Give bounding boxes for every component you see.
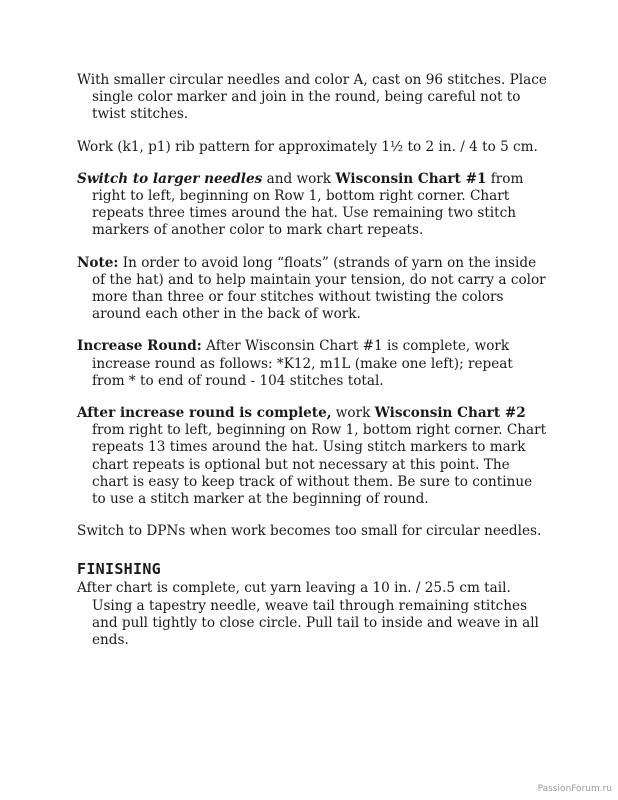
finishing-paragraph: After chart is complete, cut yarn leaving a 10 in. / 25.5 cm tail. Using a tapestry needle, weave tail through remaining stitches and pull tightly to close circle. Pull tail to inside and weave in all ends. [77,580,539,649]
document-page [77,72,549,664]
increase-round-paragraph [77,338,549,390]
chart-1-rest: from right to left, beginning on Row 1, bottom right corner. Chart repeats three times around the hat. Use remaining two stitch markers of another color to mark chart repeats. [92,170,524,239]
increase-round-lead: Increase Round: [77,338,202,355]
cast-on-paragraph: With smaller circular needles and color A, cast on 96 stitches. Place single color marker and join in the round, being careful not to twist stitches. [77,72,547,123]
chart-1-mid: and work [262,170,336,187]
watermark-text: PassionForum.ru [537,784,612,794]
chart-1-name: Wisconsin Chart #1 [335,170,487,187]
chart-2-mid: work [331,405,375,422]
finishing-heading: FINISHING [77,560,161,579]
chart-2-paragraph [77,405,549,508]
note-rest: In order to avoid long “floats” (strands of yarn on the inside of the hat) and to help maintain your tension, do not carry a color more than three or four stitches without twisting the colors around each other in the back of work. [92,254,546,323]
after-increase-lead: After increase round is complete, [77,405,332,422]
rib-pattern-paragraph: Work (k1, p1) rib pattern for approximately 1½ to 2 in. / 4 to 5 cm. [77,138,538,155]
increase-round-rest: After Wisconsin Chart #1 is complete, work increase round as follows: *K12, m1L (make one left); repeat from * to end of round - 104 stitches total. [92,338,513,389]
dpn-paragraph: Switch to DPNs when work becomes too small for circular needles. [77,523,542,540]
switch-needles-lead: Switch to larger needles [77,170,263,187]
note-paragraph [77,255,549,324]
chart-1-paragraph [77,171,549,240]
note-lead: Note: [77,254,119,271]
chart-2-rest: from right to left, beginning on Row 1, bottom right corner. Chart repeats 13 times around the hat. Using stitch markers to mark chart repeats is optional but not necessary at this point. The chart is easy to keep track of without them. Be sure to continue to use a stitch marker at the beginning of round. [92,422,547,508]
chart-2-name: Wisconsin Chart #2 [374,405,526,422]
